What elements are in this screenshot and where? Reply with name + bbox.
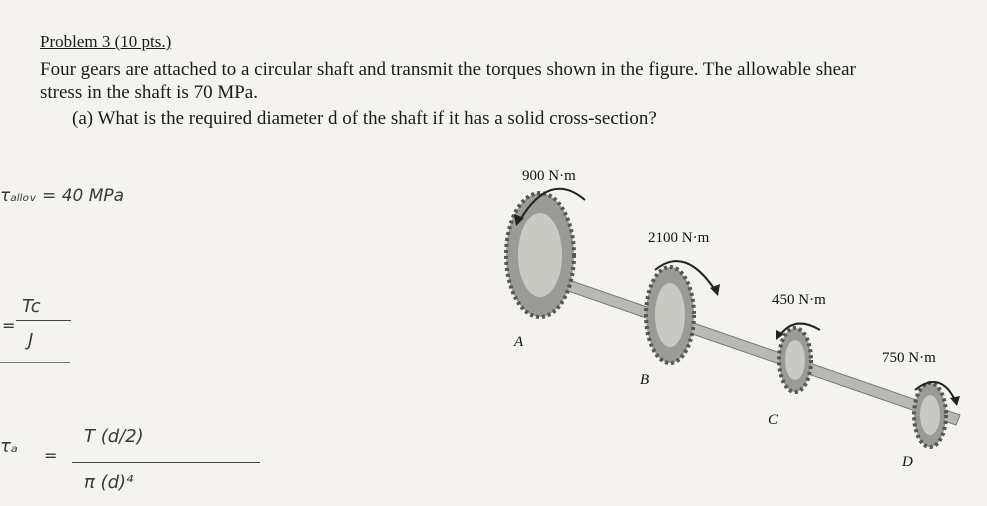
shaft-illustration xyxy=(490,160,987,501)
gear-letter-a: A xyxy=(514,334,524,350)
handwritten-tc: Tc xyxy=(22,296,41,317)
gear-d xyxy=(914,383,946,447)
handwritten-eq1: = xyxy=(2,316,16,335)
handwritten-j: J xyxy=(28,330,34,351)
pencil-underline xyxy=(0,362,70,363)
gear-letter-c: C xyxy=(768,412,779,428)
torque-label-b: 2100 N·m xyxy=(648,230,710,246)
gear-shaft-figure xyxy=(490,160,987,501)
fraction-bar-1 xyxy=(16,320,71,321)
gear-c xyxy=(779,328,811,392)
handwritten-numerator: T (d/2) xyxy=(84,426,144,447)
question-part-a: (a) What is the required diameter d of the shaft if it has a solid cross-section? xyxy=(72,108,657,129)
problem-statement: Four gears are attached to a circular shaft and transmit the torques shown in the figure. The allowable shear stress in the shaft is 70 MPa. xyxy=(40,59,856,103)
handwritten-denominator: π (d)⁴ xyxy=(84,472,134,493)
torque-label-c: 450 N·m xyxy=(772,292,826,308)
torque-label-a: 900 N·m xyxy=(522,168,576,184)
gear-letter-b: B xyxy=(640,372,650,388)
handwritten-tau-allow: τₐₗₗₒᵥ = 40 MPa xyxy=(0,186,125,206)
problem-title: Problem 3 (10 pts.) xyxy=(40,32,172,51)
gear-letter-d: D xyxy=(902,454,913,470)
handwritten-eq2: = xyxy=(44,446,58,465)
gear-b xyxy=(646,267,694,363)
fraction-bar-2 xyxy=(72,462,260,463)
arrowhead-d xyxy=(950,396,960,406)
torque-label-d: 750 N·m xyxy=(882,350,936,366)
handwritten-tau-a: τₐ xyxy=(0,436,18,457)
gear-a xyxy=(506,193,574,317)
shaft xyxy=(536,270,960,425)
bleed-through-text xyxy=(40,150,44,167)
